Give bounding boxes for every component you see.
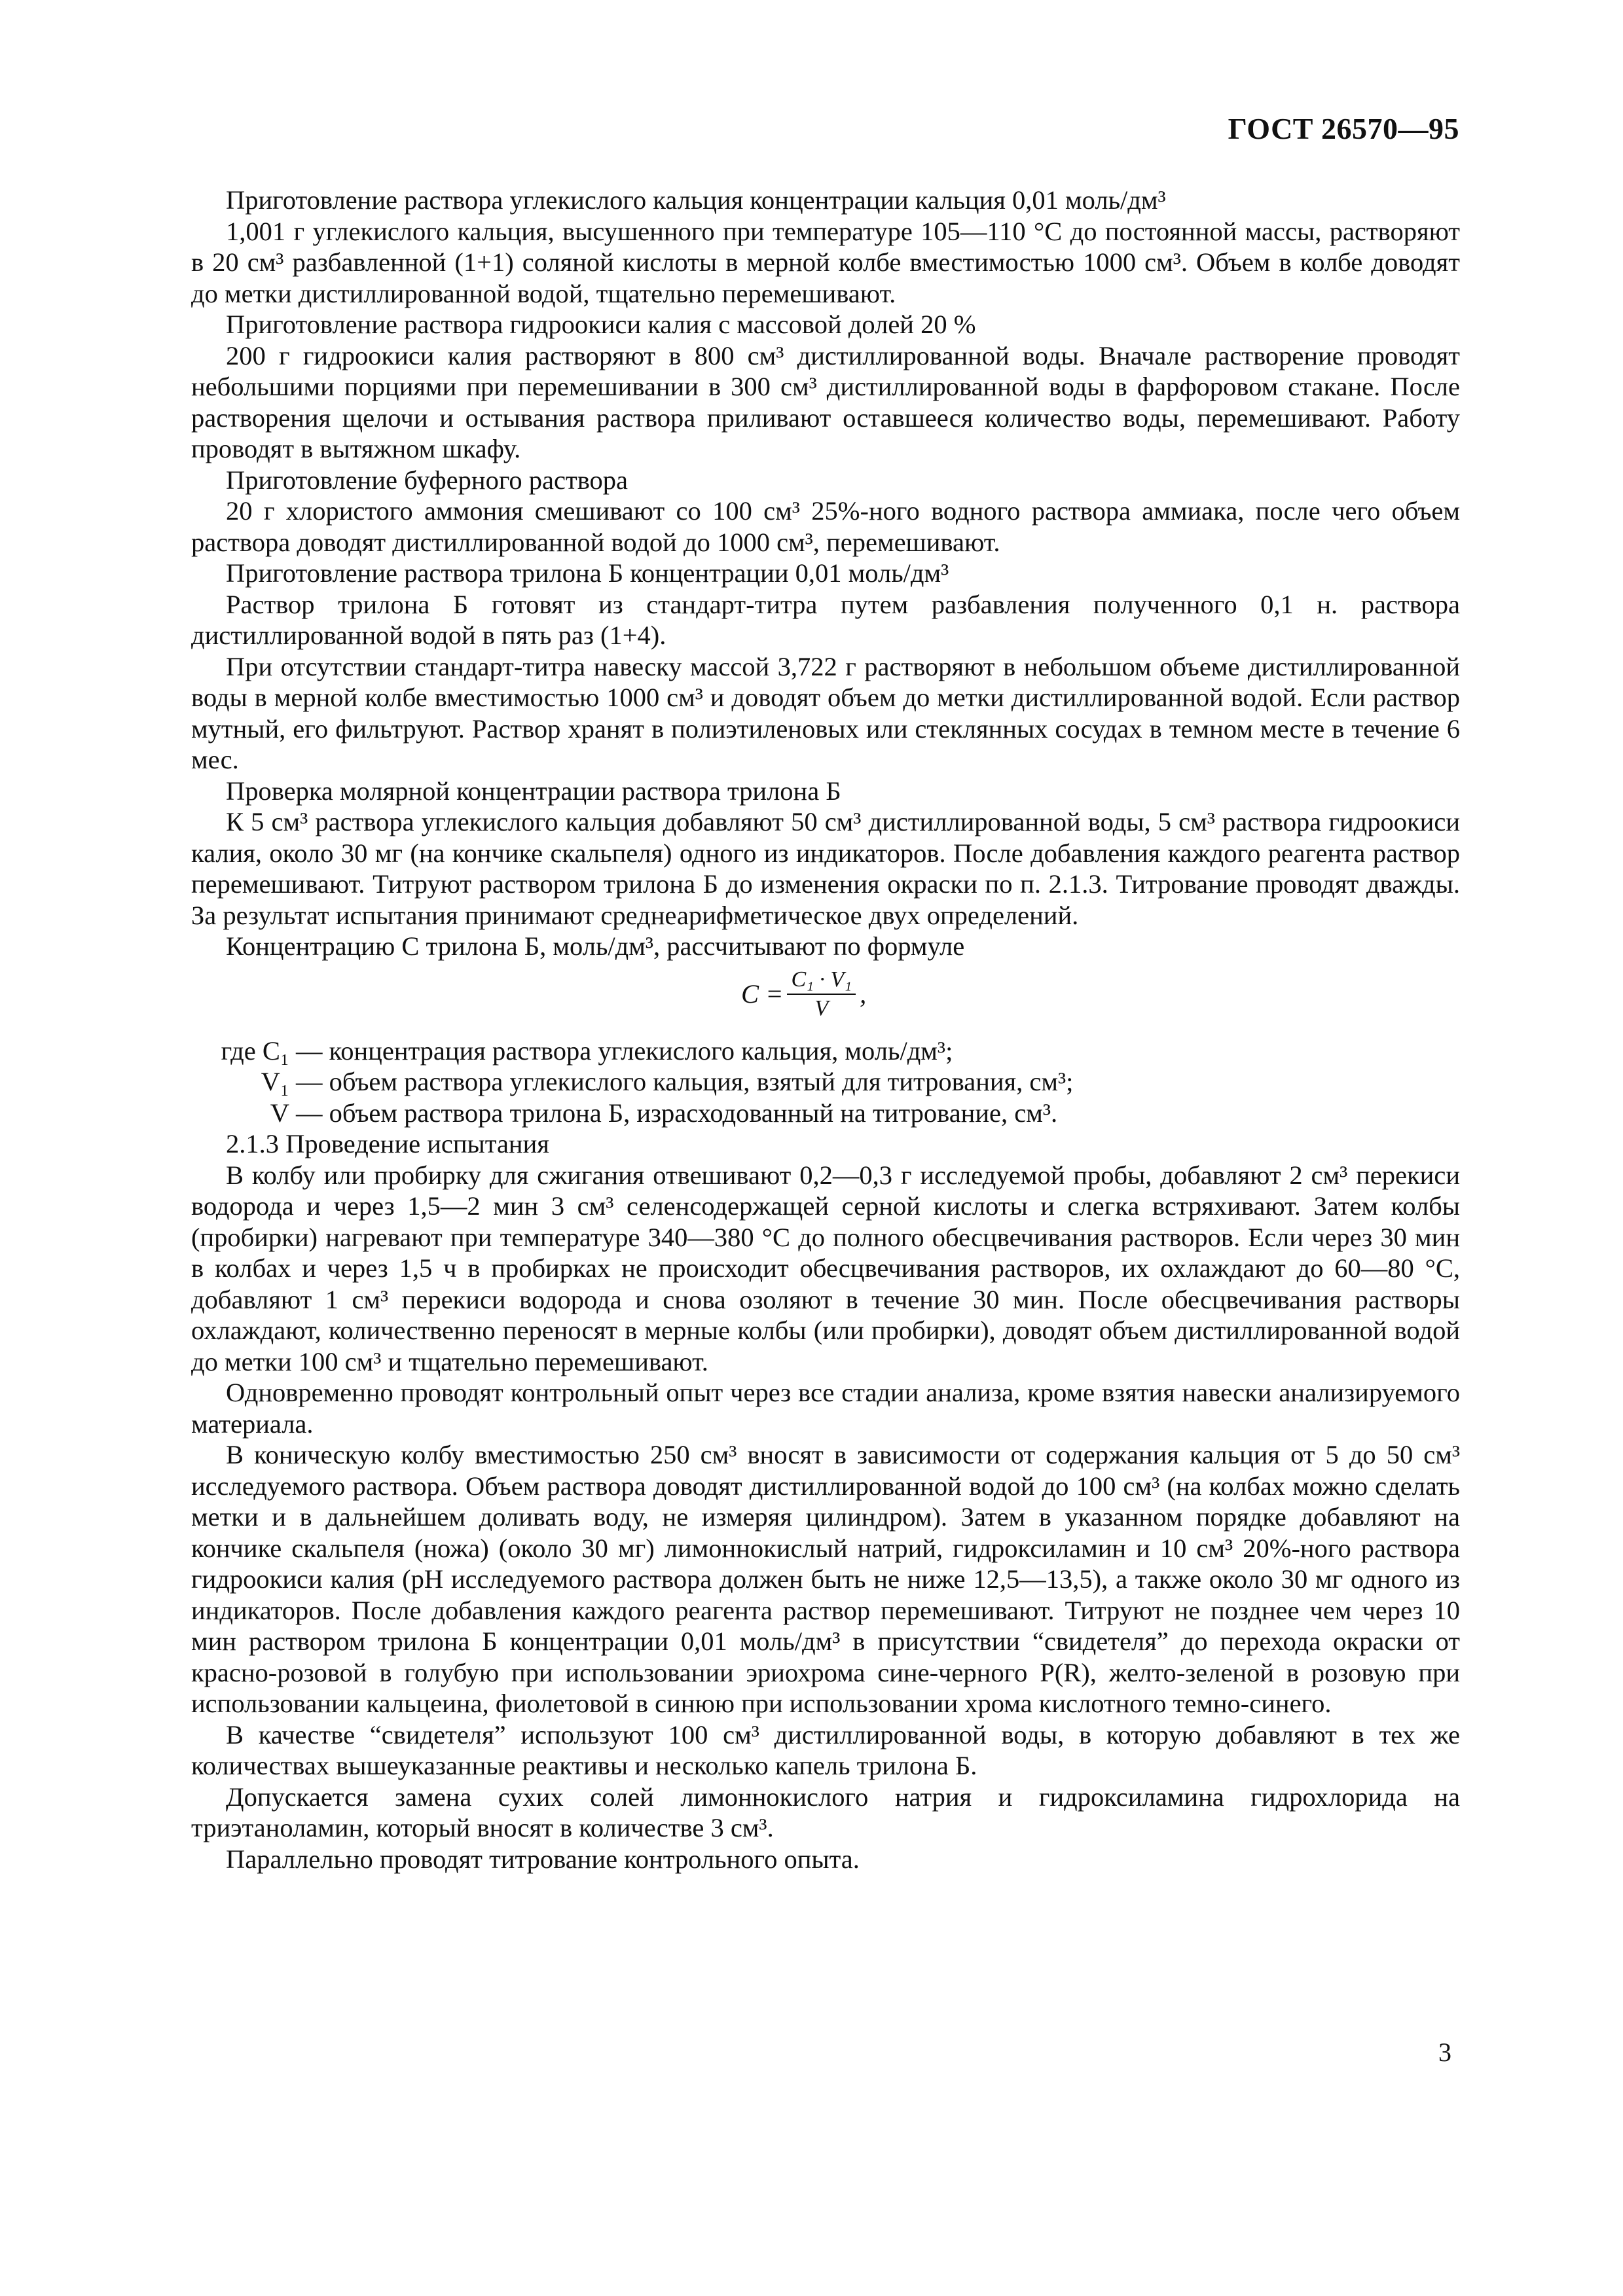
paragraph: Раствор трилона Б готовят из стандарт-титра путем разбавления полученного 0,1 н. раствора дистиллированной водой в пять раз (1+4). xyxy=(191,589,1460,650)
formula-trail: , xyxy=(860,978,867,1009)
formula-fraction xyxy=(787,967,856,1021)
legend-row xyxy=(191,1035,1460,1067)
paragraph: При отсутствии стандарт-титра навеску массой 3,722 г растворяют в небольшом объеме дистиллированной воды в мерной колбе вместимостью 1000 см³ и доводят объем до метки дистиллированной водой. Если раствор мутный, его фильтруют. Раствор хранят в полиэтиленовых или стеклянных сосудах в темном месте в течение 6 мес. xyxy=(191,651,1460,774)
legend-label: V xyxy=(270,1098,289,1128)
formula-denominator: V xyxy=(814,996,829,1020)
legend-row xyxy=(191,1098,1460,1129)
formula-lhs: C = xyxy=(741,978,784,1009)
paragraph: В коническую колбу вместимостью 250 см³ вносят в зависимости от содержания кальция от 5 до 50 см³ исследуемого раствора. Объем раствора доводят дистиллированной водой до 100 см³ (на колбах можно сделать метки и в дальнейшем доливать воду, не измеряя цилиндром). Затем в указанном порядке добавляют на кончике скальпеля (ножа) (около 30 мг) лимоннокислый натрий, гидроксиламин и 10 см³ 20%-ного раствора гидроокиси калия (pH исследуемого раствора должен быть не ниже 12,5—13,5), а также около 30 мг одного из индикаторов. После добавления каждого реагента раствор перемешивают. Титруют не позднее чем через 10 мин раствором трилона Б концентрации 0,01 моль/дм³ в присутствии “свидетеля” до перехода окраски от красно-розовой в голубую при использовании эриохрома сине-черного Р(R), желто-зеленой в розовую при использовании кальцеина, фиолетовой в синюю при использовании хрома кислотного темно-синего. xyxy=(191,1440,1460,1718)
paragraph: Одновременно проводят контрольный опыт через все стадии анализа, кроме взятия навески анализируемого материала. xyxy=(191,1378,1460,1439)
legend-label: V₁ xyxy=(261,1067,289,1096)
section-heading-2-1-3: 2.1.3 Проведение испытания xyxy=(226,1129,549,1158)
paragraph: К 5 см³ раствора углекислого кальция добавляют 50 см³ дистиллированной воды, 5 см³ раствора гидроокиси калия, около 30 мг (на кончике скальпеля) одного из индикаторов. После добавления каждого реагента раствор перемешивают. Титруют раствором трилона Б до изменения окраски по п. 2.1.3. Титрование проводят дважды. За результат испытания принимают среднеарифметическое двух определений. xyxy=(191,807,1460,930)
formula xyxy=(191,962,1460,1035)
legend-text: — объем раствора трилона Б, израсходованный на титрование, см³. xyxy=(296,1098,1058,1128)
paragraph: Допускается замена сухих солей лимоннокислого натрия и гидроксиламина гидрохлорида на триэтаноламин, который вносят в количестве 3 см³. xyxy=(191,1782,1460,1842)
page-number: 3 xyxy=(1438,2037,1451,2067)
legend-text: — концентрация раствора углекислого кальция, моль/дм³; xyxy=(296,1035,953,1066)
paragraph: Концентрацию С трилона Б, моль/дм³, рассчитывают по формуле xyxy=(226,931,965,961)
heading-calcium-solution: Приготовление раствора углекислого кальция концентрации кальция 0,01 моль/дм³ xyxy=(226,185,1166,215)
document-body xyxy=(191,185,1460,1874)
paragraph: 20 г хлористого аммония смешивают со 100 см³ 25%-ного водного раствора аммиака, после чего объем раствора доводят дистиллированной водой до 1000 см³, перемешивают. xyxy=(191,496,1460,557)
legend-label: где C₁ xyxy=(221,1035,289,1066)
legend-row xyxy=(191,1066,1460,1098)
heading-buffer-solution: Приготовление буферного раствора xyxy=(226,465,629,495)
heading-molarity-check: Проверка молярной концентрации раствора трилона Б xyxy=(226,776,841,806)
paragraph: 1,001 г углекислого кальция, высушенного при температуре 105—110 °С до постоянной массы, растворяют в 20 см³ разбавленной (1+1) соляной кислоты в мерной колбе вместимостью 1000 см³. Объем в колбе доводят до метки дистиллированной водой, тщательно перемешивают. xyxy=(191,216,1460,308)
heading-trilon-solution: Приготовление раствора трилона Б концентрации 0,01 моль/дм³ xyxy=(226,558,949,588)
legend-text: — объем раствора углекислого кальция, взятый для титрования, см³; xyxy=(296,1067,1074,1096)
standard-number: ГОСТ 26570—95 xyxy=(1228,112,1459,145)
paragraph: 200 г гидроокиси калия растворяют в 800 см³ дистиллированной воды. Вначале растворение проводят небольшими порциями при перемешивании в 300 см³ дистиллированной воды в фарфоровом стакане. После растворения щелочи и остывания раствора приливают оставшееся количество воды, перемешивают. Работу проводят в вытяжном шкафу. xyxy=(191,340,1460,463)
heading-koh-solution: Приготовление раствора гидроокиси калия с массовой долей 20 % xyxy=(226,310,976,339)
formula-numerator: C₁ · V₁ xyxy=(787,967,856,995)
paragraph: Параллельно проводят титрование контрольного опыта. xyxy=(226,1844,860,1874)
formula-legend xyxy=(191,1035,1460,1129)
paragraph: В качестве “свидетеля” используют 100 см³ дистиллированной воды, в которую добавляют в тех же количествах вышеуказанные реактивы и несколько капель трилона Б. xyxy=(191,1719,1460,1780)
formula-expression xyxy=(741,967,866,1021)
paragraph: В колбу или пробирку для сжигания отвешивают 0,2—0,3 г исследуемой пробы, добавляют 2 см³ перекиси водорода и через 1,5—2 мин 3 см³ селенсодержащей серной кислоты и слегка встряхивают. Затем колбы (пробирки) нагревают при температуре 340—380 °С до полного обесцвечивания растворов. Если через 30 мин в колбах и через 1,5 ч в пробирках не происходит обесцвечивания растворов, их охлаждают до 60—80 °С, добавляют 1 см³ перекиси водорода и снова озоляют в течение 30 мин. После обесцвечивания растворы охлаждают, количественно переносят в мерные колбы (или пробирки), доводят объем дистиллированной водой до метки 100 см³ и тщательно перемешивают. xyxy=(191,1160,1460,1376)
